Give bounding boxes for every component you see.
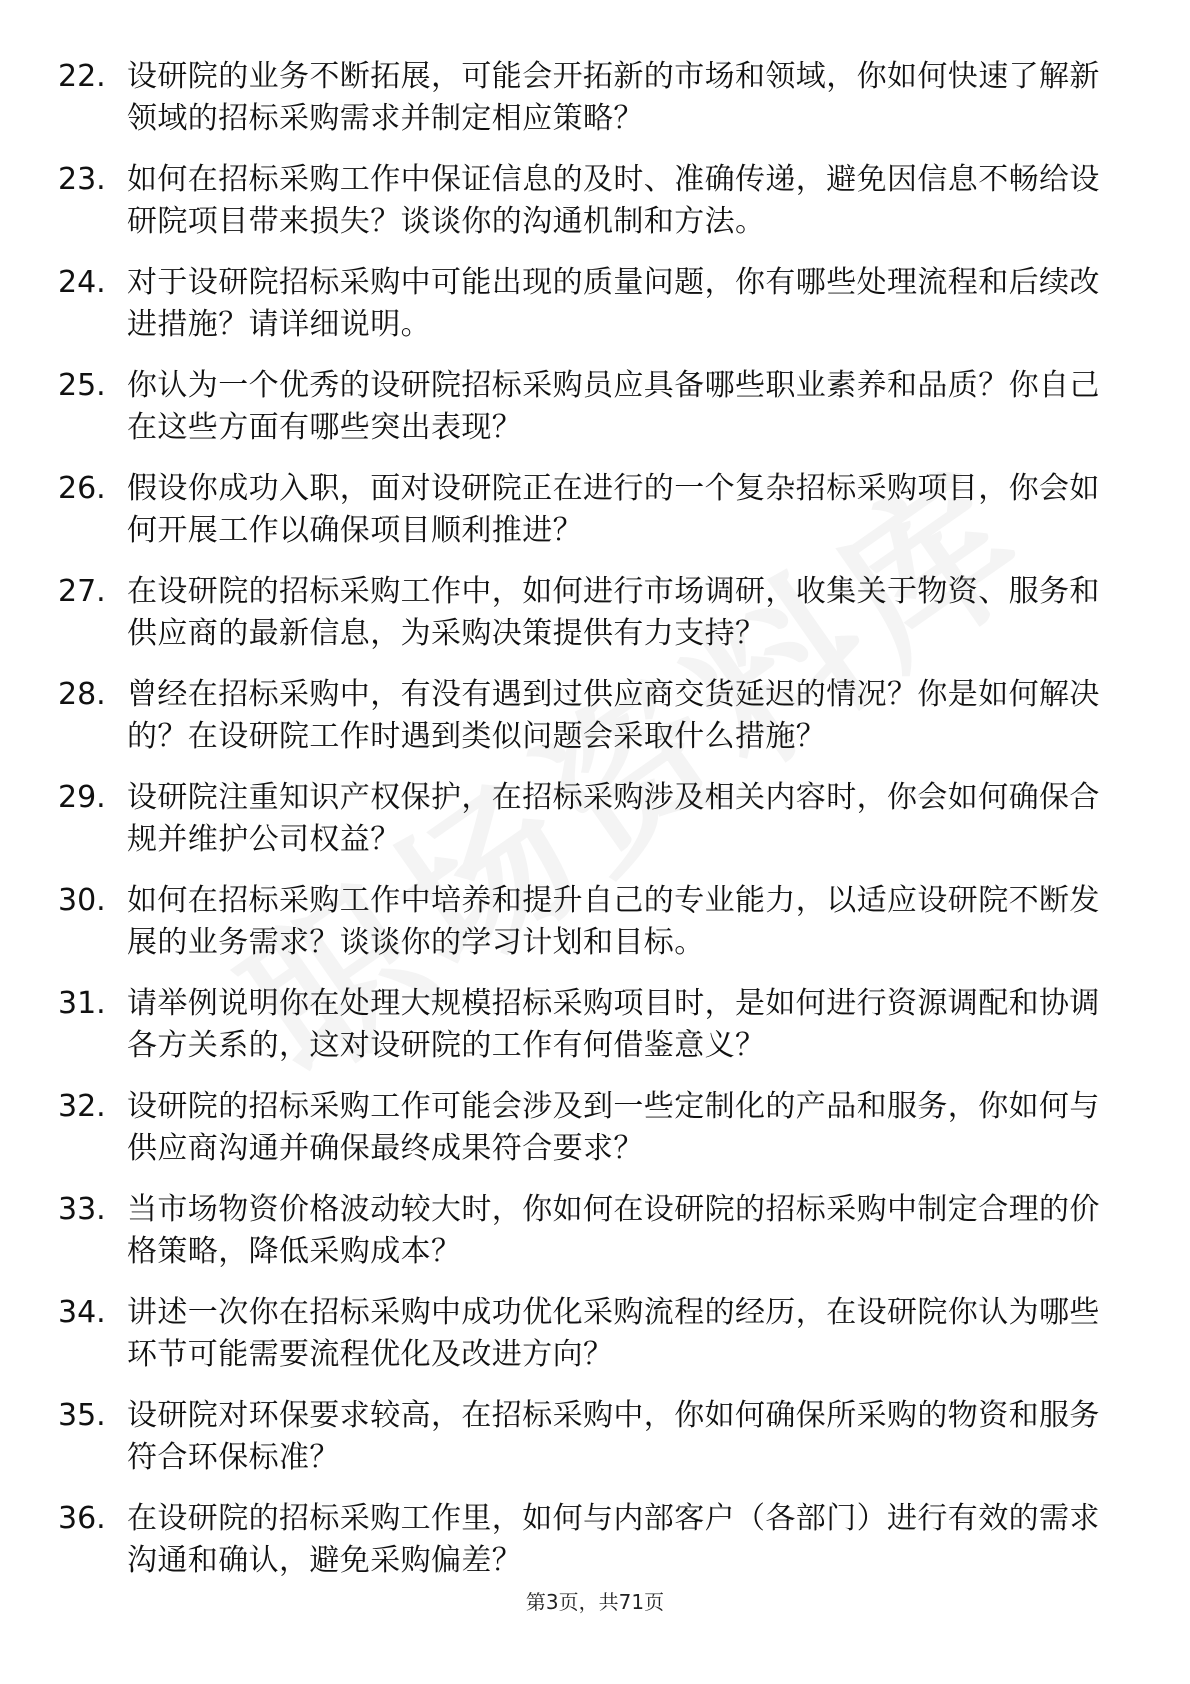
question-item bbox=[0, 159, 1190, 262]
question-item bbox=[0, 1189, 1190, 1292]
question-number: 27. bbox=[58, 574, 106, 609]
question-text: 设研院的业务不断拓展，可能会开拓新的市场和领域，你如何快速了解新领域的招标采购需求并制定相应策略？ bbox=[127, 59, 1100, 136]
question-number: 34. bbox=[58, 1295, 106, 1330]
question-item bbox=[0, 262, 1190, 365]
question-list bbox=[0, 56, 1190, 1601]
question-number: 32. bbox=[58, 1089, 106, 1124]
question-item bbox=[0, 983, 1190, 1086]
question-text: 请举例说明你在处理大规模招标采购项目时，是如何进行资源调配和协调各方关系的，这对设研院的工作有何借鉴意义？ bbox=[127, 986, 1100, 1063]
question-item bbox=[0, 674, 1190, 777]
question-number: 22. bbox=[58, 59, 106, 94]
question-text: 曾经在招标采购中，有没有遇到过供应商交货延迟的情况？你是如何解决的？在设研院工作时遇到类似问题会采取什么措施？ bbox=[127, 677, 1100, 754]
question-number: 31. bbox=[58, 986, 106, 1021]
question-number: 29. bbox=[58, 780, 106, 815]
question-text: 设研院注重知识产权保护，在招标采购涉及相关内容时，你会如何确保合规并维护公司权益？ bbox=[127, 780, 1100, 857]
question-text: 如何在招标采购工作中保证信息的及时、准确传递，避免因信息不畅给设研院项目带来损失？谈谈你的沟通机制和方法。 bbox=[127, 162, 1100, 239]
question-number: 30. bbox=[58, 883, 106, 918]
question-text: 讲述一次你在招标采购中成功优化采购流程的经历，在设研院你认为哪些环节可能需要流程优化及改进方向？ bbox=[127, 1295, 1100, 1372]
question-item bbox=[0, 468, 1190, 571]
question-item bbox=[0, 1395, 1190, 1498]
question-text: 在设研院的招标采购工作中，如何进行市场调研，收集关于物资、服务和供应商的最新信息，为采购决策提供有力支持？ bbox=[127, 574, 1100, 651]
question-item bbox=[0, 1292, 1190, 1395]
question-item bbox=[0, 880, 1190, 983]
question-number: 25. bbox=[58, 368, 106, 403]
question-number: 36. bbox=[58, 1501, 106, 1536]
question-number: 24. bbox=[58, 265, 106, 300]
question-text: 对于设研院招标采购中可能出现的质量问题，你有哪些处理流程和后续改进措施？请详细说明。 bbox=[127, 265, 1100, 342]
question-text: 设研院的招标采购工作可能会涉及到一些定制化的产品和服务，你如何与供应商沟通并确保最终成果符合要求？ bbox=[127, 1089, 1100, 1166]
question-text: 你认为一个优秀的设研院招标采购员应具备哪些职业素养和品质？你自己在这些方面有哪些突出表现？ bbox=[127, 368, 1100, 445]
question-number: 28. bbox=[58, 677, 106, 712]
question-text: 在设研院的招标采购工作里，如何与内部客户（各部门）进行有效的需求沟通和确认，避免采购偏差？ bbox=[127, 1501, 1100, 1578]
question-item bbox=[0, 777, 1190, 880]
question-item bbox=[0, 571, 1190, 674]
question-text: 如何在招标采购工作中培养和提升自己的专业能力，以适应设研院不断发展的业务需求？谈谈你的学习计划和目标。 bbox=[127, 883, 1100, 960]
question-number: 35. bbox=[58, 1398, 106, 1433]
question-number: 23. bbox=[58, 162, 106, 197]
question-number: 33. bbox=[58, 1192, 106, 1227]
question-item bbox=[0, 365, 1190, 468]
question-item bbox=[0, 1086, 1190, 1189]
question-text: 假设你成功入职，面对设研院正在进行的一个复杂招标采购项目，你会如何开展工作以确保项目顺利推进？ bbox=[127, 471, 1100, 548]
question-item bbox=[0, 56, 1190, 159]
question-number: 26. bbox=[58, 471, 106, 506]
question-text: 设研院对环保要求较高，在招标采购中，你如何确保所采购的物资和服务符合环保标准？ bbox=[127, 1398, 1100, 1475]
question-text: 当市场物资价格波动较大时，你如何在设研院的招标采购中制定合理的价格策略，降低采购成本？ bbox=[127, 1192, 1100, 1269]
page-footer: 第3页，共71页 bbox=[525, 1590, 665, 1614]
